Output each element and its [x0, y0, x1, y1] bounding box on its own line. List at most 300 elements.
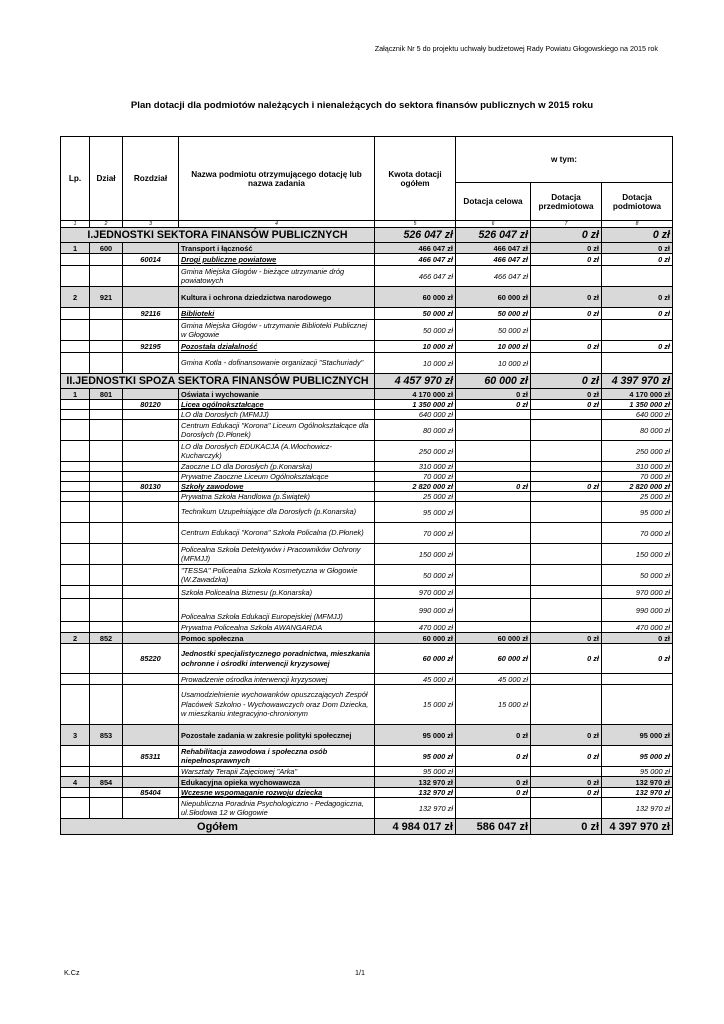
- podmiotowa: 0 zł: [602, 633, 673, 644]
- dzial: [90, 420, 123, 441]
- kwota: 70 000 zł: [375, 523, 456, 544]
- celowa: 10 000 zł: [456, 341, 531, 353]
- total-kwota: 4 984 017 zł: [375, 819, 456, 835]
- section-kwota: 4 457 970 zł: [375, 374, 456, 389]
- col-podmiotowa: Dotacja podmiotowa: [602, 183, 673, 221]
- lp: 4: [61, 777, 90, 788]
- kwota: 4 170 000 zł: [375, 389, 456, 400]
- table-row: [61, 798, 673, 819]
- dzial: [90, 400, 123, 410]
- podmiotowa: 0 zł: [602, 243, 673, 254]
- name: LO dla Dorosłych (MFMJJ): [179, 410, 375, 420]
- col-celowa: Dotacja celowa: [456, 183, 531, 221]
- podmiotowa: 0 zł: [602, 287, 673, 308]
- lp: [61, 320, 90, 341]
- section-row: [61, 374, 673, 389]
- rozdzial: [123, 502, 179, 523]
- name: Niepubliczna Poradnia Psychologiczno - Pedagogiczna, ul.Słodowa 12 w Głogowie: [179, 798, 375, 819]
- name: Transport i łączność: [179, 243, 375, 254]
- podmiotowa: 310 000 zł: [602, 462, 673, 472]
- name: Prowadzenie ośrodka interwencji kryzysowej: [179, 674, 375, 685]
- podmiotowa: [602, 320, 673, 341]
- table-row: [61, 287, 673, 308]
- name: Policealna Szkoła Edukacji Europejskiej (MFMJJ): [179, 599, 375, 622]
- table-row: [61, 777, 673, 788]
- table-row: [61, 586, 673, 599]
- name: Prywatne Zaoczne Liceum Ogólnokształcące: [179, 472, 375, 482]
- celowa: 0 zł: [456, 788, 531, 798]
- total-celowa: 586 047 zł: [456, 819, 531, 835]
- table-row: [61, 243, 673, 254]
- dzial: 853: [90, 725, 123, 746]
- celowa: 0 zł: [456, 400, 531, 410]
- celowa: 466 047 zł: [456, 254, 531, 266]
- celowa: [456, 599, 531, 622]
- table-row: [61, 644, 673, 674]
- table-row: [61, 353, 673, 374]
- kwota: 95 000 zł: [375, 746, 456, 767]
- celowa: 0 zł: [456, 746, 531, 767]
- name: Biblioteki: [179, 308, 375, 320]
- podmiotowa: [602, 674, 673, 685]
- podmiotowa: 970 000 zł: [602, 586, 673, 599]
- lp: [61, 622, 90, 633]
- kwota: 15 000 zł: [375, 685, 456, 725]
- przedmiotowa: 0 zł: [531, 254, 602, 266]
- przedmiotowa: [531, 420, 602, 441]
- name: Edukacyjna opieka wychowawcza: [179, 777, 375, 788]
- dzial: [90, 502, 123, 523]
- celowa: 45 000 zł: [456, 674, 531, 685]
- rozdzial: 85311: [123, 746, 179, 767]
- kwota: 132 970 zł: [375, 777, 456, 788]
- table-row: [61, 788, 673, 798]
- celowa: 0 zł: [456, 725, 531, 746]
- dzial: [90, 410, 123, 420]
- dzial: [90, 622, 123, 633]
- lp: [61, 341, 90, 353]
- lp: [61, 767, 90, 777]
- lp: [61, 502, 90, 523]
- name: Gmina Kotla - dofinansowanie organizacji "Stachuriady": [179, 353, 375, 374]
- rozdzial: 92116: [123, 308, 179, 320]
- dzial: 600: [90, 243, 123, 254]
- dzial: [90, 767, 123, 777]
- celowa: [456, 544, 531, 565]
- przedmiotowa: 0 zł: [531, 777, 602, 788]
- name: Pomoc społeczna: [179, 633, 375, 644]
- podmiotowa: 250 000 zł: [602, 441, 673, 462]
- celowa: [456, 523, 531, 544]
- przedmiotowa: 0 zł: [531, 341, 602, 353]
- rozdzial: 80120: [123, 400, 179, 410]
- kwota: 1 350 000 zł: [375, 400, 456, 410]
- rozdzial: [123, 287, 179, 308]
- przedmiotowa: 0 zł: [531, 308, 602, 320]
- przedmiotowa: 0 zł: [531, 644, 602, 674]
- przedmiotowa: 0 zł: [531, 243, 602, 254]
- dzial: [90, 599, 123, 622]
- celowa: 60 000 zł: [456, 287, 531, 308]
- przedmiotowa: [531, 674, 602, 685]
- rozdzial: [123, 243, 179, 254]
- kwota: 95 000 zł: [375, 725, 456, 746]
- podmiotowa: 0 zł: [602, 341, 673, 353]
- kwota: 990 000 zł: [375, 599, 456, 622]
- kwota: 60 000 zł: [375, 287, 456, 308]
- col-number: 1: [61, 221, 90, 228]
- table-row: [61, 254, 673, 266]
- celowa: 466 047 zł: [456, 243, 531, 254]
- lp: [61, 400, 90, 410]
- total-podmiotowa: 4 397 970 zł: [602, 819, 673, 835]
- lp: [61, 685, 90, 725]
- dzial: [90, 308, 123, 320]
- page-title: Plan dotacji dla podmiotów należących i nienależących do sektora finansów publicznych w 2015 roku: [130, 100, 594, 111]
- table-row: [61, 746, 673, 767]
- rozdzial: [123, 777, 179, 788]
- przedmiotowa: 0 zł: [531, 287, 602, 308]
- celowa: 0 zł: [456, 777, 531, 788]
- celowa: 0 zł: [456, 389, 531, 400]
- rozdzial: [123, 622, 179, 633]
- lp: [61, 420, 90, 441]
- rozdzial: 92195: [123, 341, 179, 353]
- przedmiotowa: [531, 353, 602, 374]
- rozdzial: [123, 685, 179, 725]
- celowa: 50 000 zł: [456, 308, 531, 320]
- kwota: 2 820 000 zł: [375, 482, 456, 492]
- przedmiotowa: [531, 472, 602, 482]
- col-wtym: w tym:: [456, 137, 673, 183]
- podmiotowa: 990 000 zł: [602, 599, 673, 622]
- dzial: [90, 523, 123, 544]
- podmiotowa: 70 000 zł: [602, 472, 673, 482]
- lp: [61, 308, 90, 320]
- podmiotowa: [602, 266, 673, 287]
- celowa: 10 000 zł: [456, 353, 531, 374]
- dzial: [90, 320, 123, 341]
- col-number: 5: [375, 221, 456, 228]
- dzial: 801: [90, 389, 123, 400]
- kwota: 466 047 zł: [375, 243, 456, 254]
- name: Warsztaty Terapii Zajęciowej "Arka": [179, 767, 375, 777]
- dzial: [90, 462, 123, 472]
- celowa: [456, 420, 531, 441]
- celowa: [456, 798, 531, 819]
- table-row: [61, 502, 673, 523]
- table-row: [61, 622, 673, 633]
- dzial: [90, 482, 123, 492]
- celowa: [456, 767, 531, 777]
- przedmiotowa: [531, 599, 602, 622]
- dzial: [90, 674, 123, 685]
- table-row: [61, 767, 673, 777]
- podmiotowa: [602, 685, 673, 725]
- kwota: 95 000 zł: [375, 767, 456, 777]
- name: Prywatna Policealna Szkoła AWANGARDA: [179, 622, 375, 633]
- name: Drogi publiczne powiatowe: [179, 254, 375, 266]
- name: Wczesne wspomaganie rozwoju dziecka: [179, 788, 375, 798]
- lp: [61, 746, 90, 767]
- przedmiotowa: [531, 502, 602, 523]
- table-row: [61, 674, 673, 685]
- podmiotowa: 150 000 zł: [602, 544, 673, 565]
- table-row: [61, 725, 673, 746]
- celowa: 0 zł: [456, 482, 531, 492]
- przedmiotowa: [531, 544, 602, 565]
- col-kwota: Kwota dotacji ogółem: [375, 137, 456, 221]
- col-number: 2: [90, 221, 123, 228]
- przedmiotowa: [531, 320, 602, 341]
- rozdzial: [123, 523, 179, 544]
- dzial: [90, 644, 123, 674]
- dzial: 921: [90, 287, 123, 308]
- rozdzial: 60014: [123, 254, 179, 266]
- table-row: [61, 482, 673, 492]
- dzial: [90, 341, 123, 353]
- dzial: [90, 586, 123, 599]
- kwota: 640 000 zł: [375, 410, 456, 420]
- kwota: 250 000 zł: [375, 441, 456, 462]
- rozdzial: [123, 389, 179, 400]
- dzial: [90, 565, 123, 586]
- przedmiotowa: [531, 586, 602, 599]
- name: Prywatna Szkoła Handlowa (p.Świątek): [179, 492, 375, 502]
- col-lp: Lp.: [61, 137, 90, 221]
- podmiotowa: 132 970 zł: [602, 788, 673, 798]
- przedmiotowa: [531, 523, 602, 544]
- table-row: [61, 599, 673, 622]
- przedmiotowa: [531, 798, 602, 819]
- dzial: [90, 266, 123, 287]
- dzial: [90, 788, 123, 798]
- przedmiotowa: 0 zł: [531, 725, 602, 746]
- przedmiotowa: [531, 622, 602, 633]
- kwota: 470 000 zł: [375, 622, 456, 633]
- page-number: 1/1: [355, 968, 365, 977]
- name: Gmina Miejska Głogów - bieżące utrzymanie dróg powiatowych: [179, 266, 375, 287]
- podmiotowa: 1 350 000 zł: [602, 400, 673, 410]
- podmiotowa: 70 000 zł: [602, 523, 673, 544]
- przedmiotowa: 0 zł: [531, 389, 602, 400]
- przedmiotowa: 0 zł: [531, 482, 602, 492]
- col-number: 8: [602, 221, 673, 228]
- kwota: 80 000 zł: [375, 420, 456, 441]
- lp: [61, 254, 90, 266]
- lp: 3: [61, 725, 90, 746]
- dzial: [90, 746, 123, 767]
- celowa: [456, 622, 531, 633]
- total-row: [61, 819, 673, 835]
- table-row: [61, 492, 673, 502]
- przedmiotowa: [531, 492, 602, 502]
- dzial: [90, 254, 123, 266]
- przedmiotowa: [531, 410, 602, 420]
- name: LO dla Dorosłych EDUKACJA (A.Włochowicz-Kucharczyk): [179, 441, 375, 462]
- podmiotowa: 0 zł: [602, 308, 673, 320]
- section-celowa: 60 000 zł: [456, 374, 531, 389]
- section-name: I.JEDNOSTKI SEKTORA FINANSÓW PUBLICZNYCH: [61, 228, 375, 243]
- section-podmiotowa: 4 397 970 zł: [602, 374, 673, 389]
- lp: [61, 523, 90, 544]
- kwota: 25 000 zł: [375, 492, 456, 502]
- col-number: 7: [531, 221, 602, 228]
- lp: [61, 788, 90, 798]
- dzial: [90, 544, 123, 565]
- podmiotowa: 95 000 zł: [602, 502, 673, 523]
- rozdzial: [123, 420, 179, 441]
- col-rozdzial: Rozdział: [123, 137, 179, 221]
- rozdzial: [123, 410, 179, 420]
- przedmiotowa: 0 zł: [531, 746, 602, 767]
- col-number: 6: [456, 221, 531, 228]
- lp: [61, 544, 90, 565]
- lp: [61, 353, 90, 374]
- kwota: 10 000 zł: [375, 341, 456, 353]
- rozdzial: [123, 674, 179, 685]
- lp: [61, 482, 90, 492]
- section-celowa: 526 047 zł: [456, 228, 531, 243]
- celowa: [456, 565, 531, 586]
- kwota: 970 000 zł: [375, 586, 456, 599]
- rozdzial: [123, 633, 179, 644]
- rozdzial: [123, 725, 179, 746]
- rozdzial: [123, 462, 179, 472]
- kwota: 50 000 zł: [375, 565, 456, 586]
- rozdzial: [123, 492, 179, 502]
- table-row: [61, 544, 673, 565]
- name: Szkoły zawodowe: [179, 482, 375, 492]
- lp: [61, 441, 90, 462]
- column-number-row: [61, 221, 673, 228]
- name: "TESSA" Policealna Szkoła Kosmetyczna w Głogowie (W.Zawadzka): [179, 565, 375, 586]
- lp: [61, 798, 90, 819]
- name: Pozostałe zadania w zakresie polityki społecznej: [179, 725, 375, 746]
- rozdzial: 80130: [123, 482, 179, 492]
- przedmiotowa: 0 zł: [531, 633, 602, 644]
- podmiotowa: 95 000 zł: [602, 725, 673, 746]
- dzial: [90, 472, 123, 482]
- przedmiotowa: [531, 767, 602, 777]
- kwota: 60 000 zł: [375, 644, 456, 674]
- lp: 2: [61, 633, 90, 644]
- name: Rehabilitacja zawodowa i społeczna osób niepełnosprawnych: [179, 746, 375, 767]
- celowa: [456, 492, 531, 502]
- name: Licea ogólnokształcące: [179, 400, 375, 410]
- section-kwota: 526 047 zł: [375, 228, 456, 243]
- podmiotowa: 4 170 000 zł: [602, 389, 673, 400]
- celowa: [456, 441, 531, 462]
- lp: [61, 472, 90, 482]
- col-nazwa: Nazwa podmiotu otrzymującego dotację lub nazwa zadania: [179, 137, 375, 221]
- kwota: 50 000 zł: [375, 308, 456, 320]
- table-row: [61, 565, 673, 586]
- kwota: 132 970 zł: [375, 788, 456, 798]
- lp: [61, 599, 90, 622]
- podmiotowa: 95 000 zł: [602, 746, 673, 767]
- kwota: 132 970 zł: [375, 798, 456, 819]
- table-row: [61, 685, 673, 725]
- lp: [61, 266, 90, 287]
- podmiotowa: 0 zł: [602, 254, 673, 266]
- podmiotowa: 2 820 000 zł: [602, 482, 673, 492]
- total-label: Ogółem: [61, 819, 375, 835]
- rozdzial: 85220: [123, 644, 179, 674]
- rozdzial: [123, 472, 179, 482]
- podmiotowa: 25 000 zł: [602, 492, 673, 502]
- section-przedmiotowa: 0 zł: [531, 228, 602, 243]
- kwota: 10 000 zł: [375, 353, 456, 374]
- podmiotowa: 132 970 zł: [602, 798, 673, 819]
- podmiotowa: 470 000 zł: [602, 622, 673, 633]
- przedmiotowa: 0 zł: [531, 788, 602, 798]
- celowa: 466 047 zł: [456, 266, 531, 287]
- dzial: 854: [90, 777, 123, 788]
- table-row: [61, 341, 673, 353]
- kwota: 466 047 zł: [375, 254, 456, 266]
- section-row: [61, 228, 673, 243]
- dzial: [90, 492, 123, 502]
- podmiotowa: 640 000 zł: [602, 410, 673, 420]
- table-row: [61, 320, 673, 341]
- przedmiotowa: [531, 462, 602, 472]
- name: Centrum Edukacji "Korona" Liceum Ogólnokształcące dla Dorosłych (D.Płonek): [179, 420, 375, 441]
- celowa: 60 000 zł: [456, 633, 531, 644]
- celowa: [456, 410, 531, 420]
- przedmiotowa: [531, 266, 602, 287]
- przedmiotowa: [531, 441, 602, 462]
- kwota: 466 047 zł: [375, 266, 456, 287]
- name: Technikum Uzupełniające dla Dorosłych (p.Konarska): [179, 502, 375, 523]
- table-row: [61, 472, 673, 482]
- name: Pozostała działalność: [179, 341, 375, 353]
- kwota: 95 000 zł: [375, 502, 456, 523]
- dzial: [90, 798, 123, 819]
- kwota: 310 000 zł: [375, 462, 456, 472]
- table-row: [61, 420, 673, 441]
- name: Usamodzielnienie wychowanków opuszczających Zespół Placówek Szkolno - Wychowawczych oraz Dom Dziecka, w mieszkaniu integracyjno-chronionym: [179, 685, 375, 725]
- celowa: [456, 462, 531, 472]
- kwota: 50 000 zł: [375, 320, 456, 341]
- table-row: [61, 462, 673, 472]
- lp: 1: [61, 389, 90, 400]
- lp: [61, 462, 90, 472]
- celowa: [456, 502, 531, 523]
- name: Centrum Edukacji "Korona" Szkoła Policalna (D.Płonek): [179, 523, 375, 544]
- rozdzial: [123, 565, 179, 586]
- lp: 1: [61, 243, 90, 254]
- dzial: [90, 685, 123, 725]
- lp: [61, 410, 90, 420]
- rozdzial: [123, 599, 179, 622]
- section-przedmiotowa: 0 zł: [531, 374, 602, 389]
- kwota: 150 000 zł: [375, 544, 456, 565]
- lp: [61, 586, 90, 599]
- total-przedmiotowa: 0 zł: [531, 819, 602, 835]
- rozdzial: [123, 798, 179, 819]
- podmiotowa: 132 970 zł: [602, 777, 673, 788]
- col-number: 4: [179, 221, 375, 228]
- lp: [61, 492, 90, 502]
- table-row: [61, 266, 673, 287]
- podmiotowa: [602, 353, 673, 374]
- col-number: 3: [123, 221, 179, 228]
- podmiotowa: 50 000 zł: [602, 565, 673, 586]
- celowa: 60 000 zł: [456, 644, 531, 674]
- section-name: II.JEDNOSTKI SPOZA SEKTORA FINANSÓW PUBLICZNYCH: [61, 374, 375, 389]
- subsidy-table: [60, 136, 673, 835]
